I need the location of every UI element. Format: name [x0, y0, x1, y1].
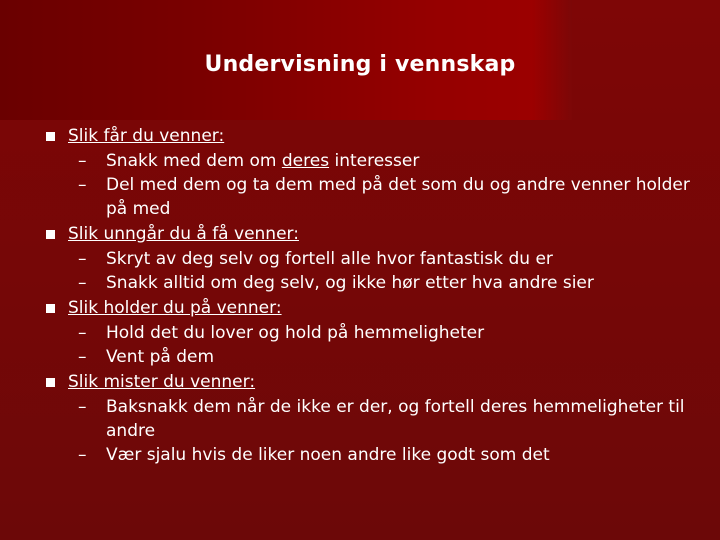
- bullet-label: Slik unngår du å få venner:: [68, 224, 299, 244]
- sub-item-text: Skryt av deg selv og fortell alle hvor fantastisk du er: [106, 249, 553, 269]
- slide-content: [46, 123, 706, 467]
- sub-item: [46, 271, 706, 295]
- bullet-label: Slik får du venner:: [68, 126, 225, 146]
- bullet-section-1: [46, 123, 706, 149]
- sub-item-text: Hold det du lover og hold på hemmeligheter: [106, 323, 485, 343]
- sub-item-text: Baksnakk dem når de ikke er der, og fortell deres hemmeligheter til andre: [106, 397, 685, 441]
- dash-bullet: –: [78, 445, 87, 465]
- square-bullet-icon: [46, 378, 55, 387]
- slide-title: Undervisning i vennskap: [204, 52, 516, 77]
- sub-item: [46, 345, 706, 369]
- sub-item: [46, 173, 706, 221]
- square-bullet-icon: [46, 132, 55, 141]
- sub-item: [46, 149, 706, 173]
- dash-bullet: –: [78, 249, 87, 269]
- dash-bullet: –: [78, 397, 87, 417]
- bullet-section-4: [46, 369, 706, 395]
- sub-item: [46, 247, 706, 271]
- sub-item-text: Del med dem og ta dem med på det som du og andre venner holder på med: [106, 175, 690, 219]
- dash-bullet: –: [78, 347, 87, 367]
- bullet-label: Slik mister du venner:: [68, 372, 256, 392]
- sub-item-underlined: deres: [281, 151, 330, 171]
- sub-item-text: Snakk med dem om: [106, 151, 282, 171]
- sub-item: [46, 321, 706, 345]
- bullet-section-3: [46, 295, 706, 321]
- sub-item-text: Vær sjalu hvis de liker noen andre like godt som det: [106, 445, 550, 465]
- bullet-label: Slik holder du på venner:: [68, 298, 282, 318]
- sub-item-text-end: interesser: [329, 151, 420, 171]
- bullet-section-2: [46, 221, 706, 247]
- dash-bullet: –: [78, 273, 87, 293]
- sub-item: [46, 395, 706, 443]
- square-bullet-icon: [46, 230, 55, 239]
- dash-bullet: –: [78, 151, 87, 171]
- dash-bullet: –: [78, 323, 87, 343]
- sub-item: [46, 443, 706, 467]
- square-bullet-icon: [46, 304, 55, 313]
- dash-bullet: –: [78, 175, 87, 195]
- sub-item-text: Vent på dem: [106, 347, 215, 367]
- sub-item-text: Snakk alltid om deg selv, og ikke hør etter hva andre sier: [106, 273, 594, 293]
